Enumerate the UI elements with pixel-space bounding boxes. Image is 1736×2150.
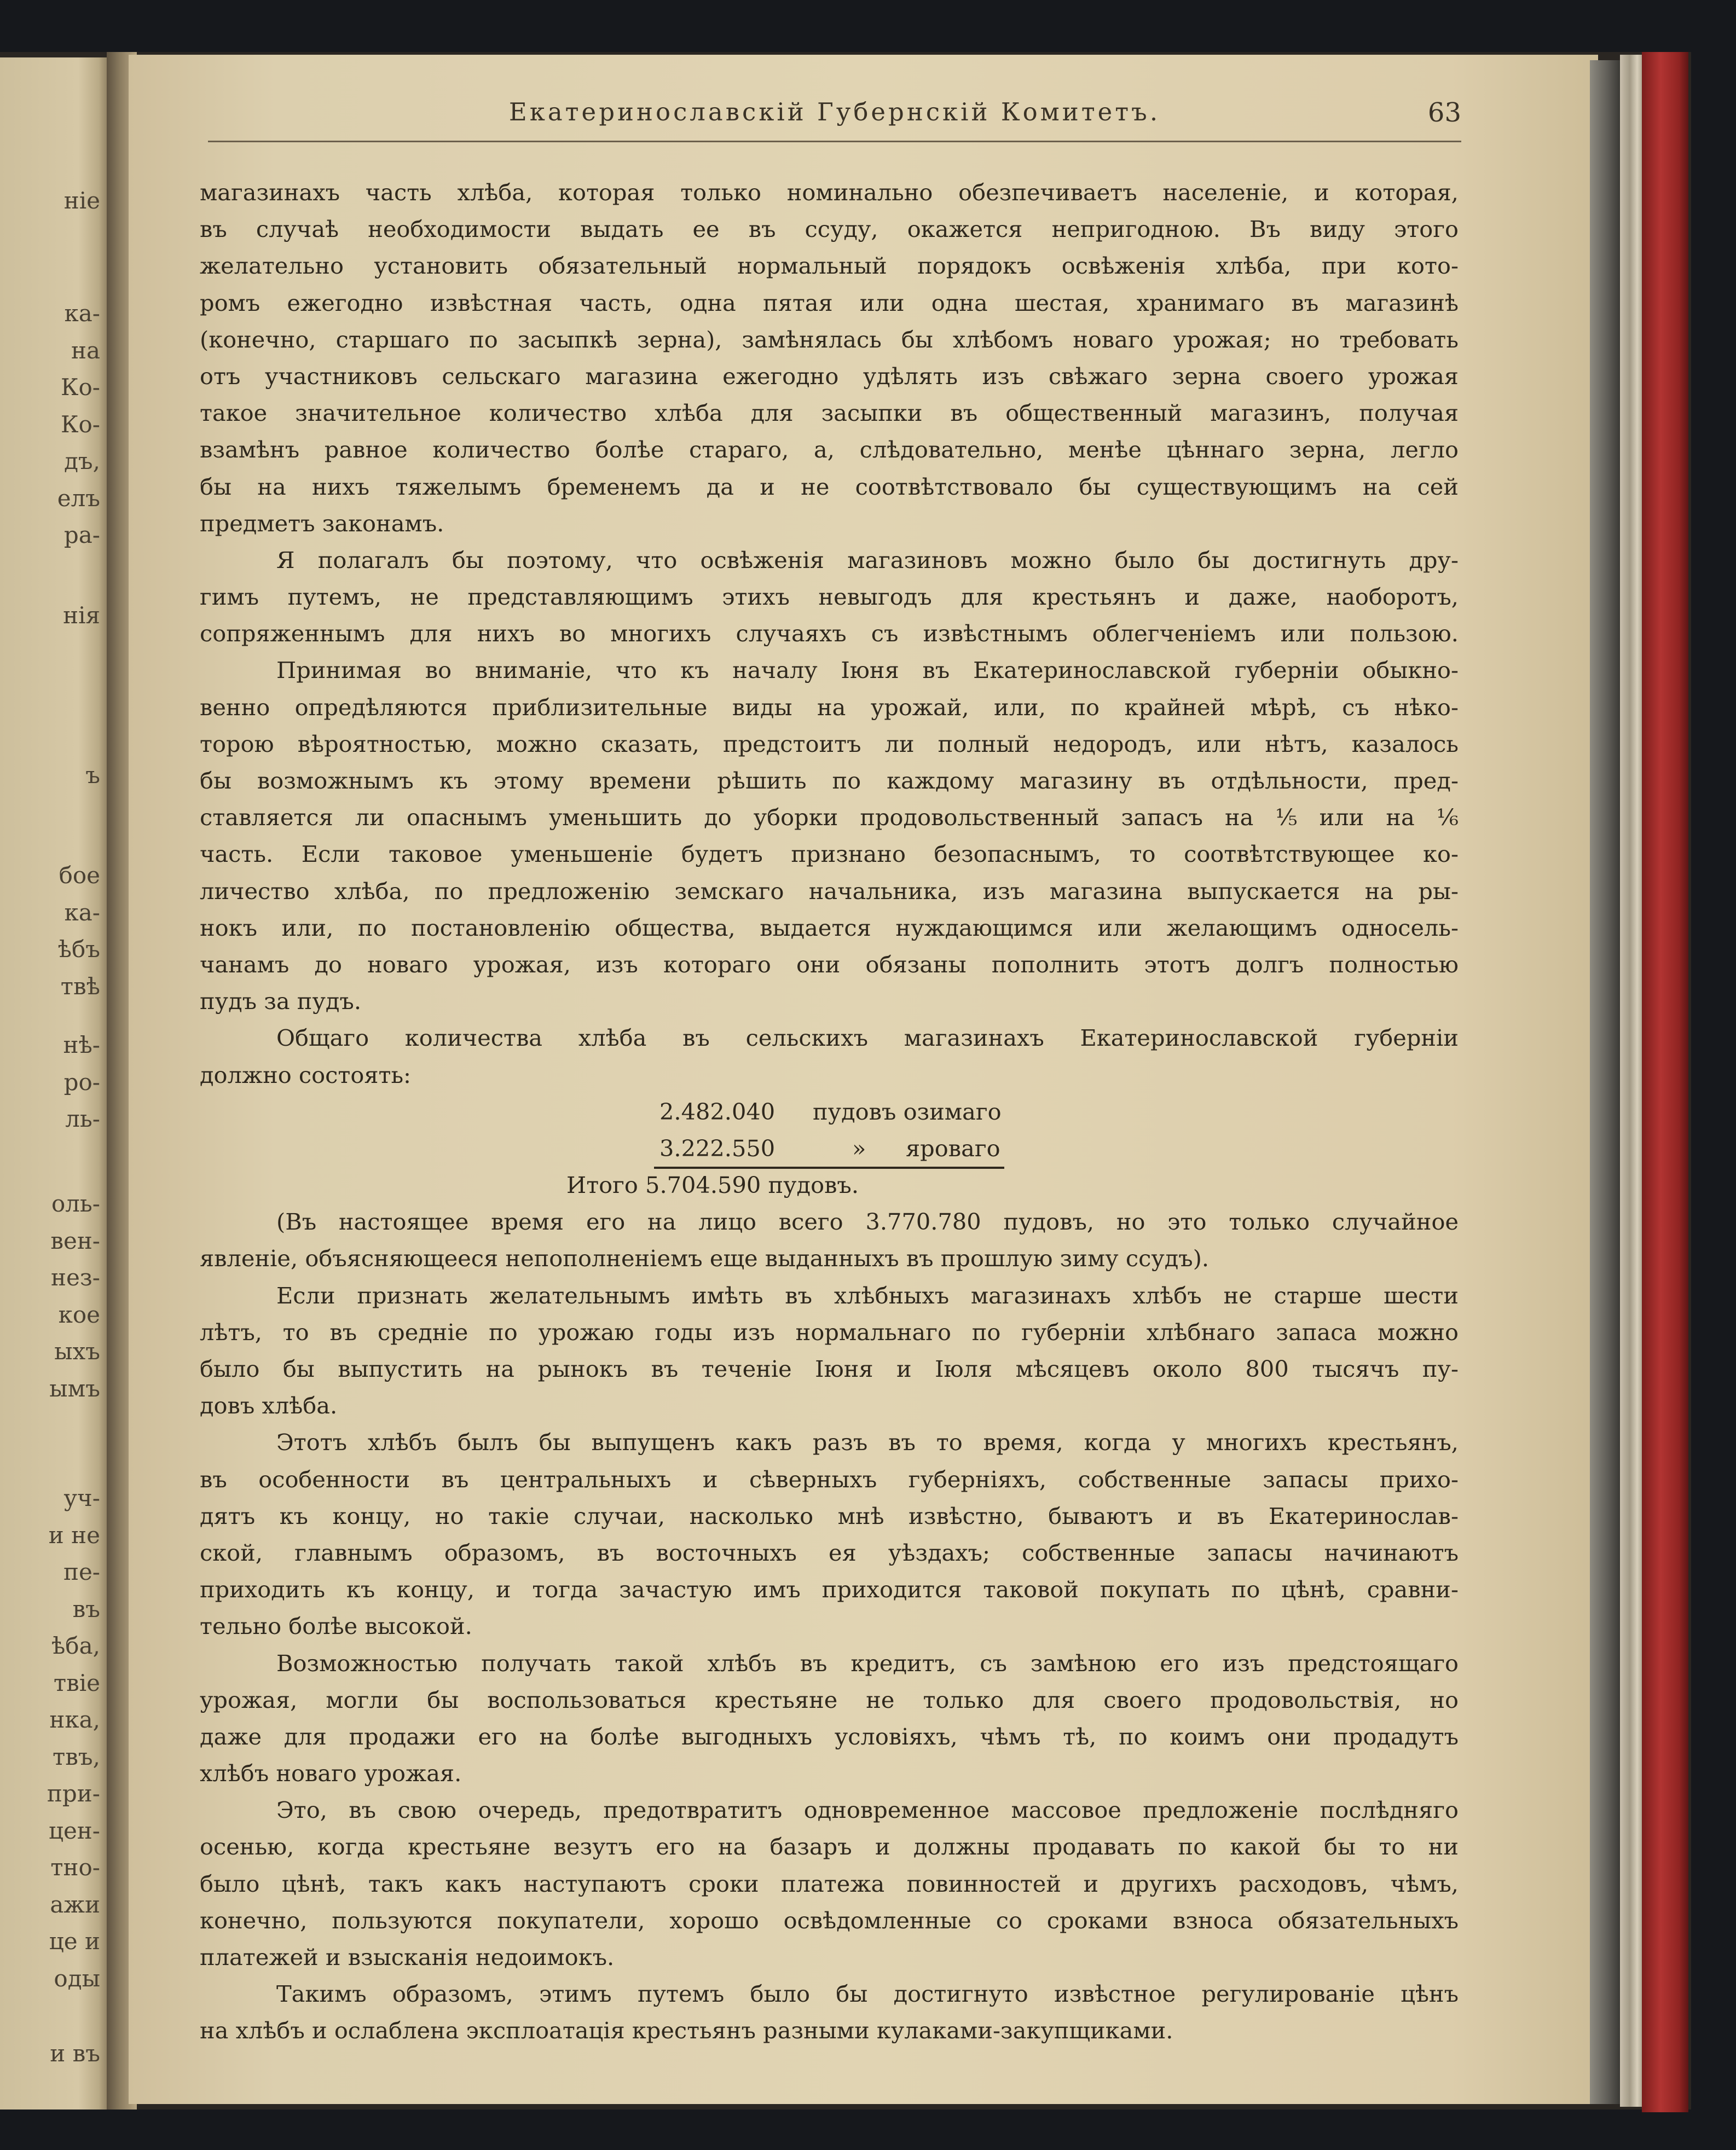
text-line: ромъ ежегодно извѣстная часть, одна пятая или одна шестая, хранимаго въ магазинѣ [200,289,1459,316]
text-line: гимъ путемъ, не представляющимъ этихъ невыгодъ для крестьянъ и даже, наоборотъ, [200,583,1459,611]
text-line: чанамъ до новаго урожая, изъ котораго они обязаны пополнить этотъ долгъ полностью [200,951,1459,978]
left-page-line: Ко- [61,411,100,438]
text-line: Этотъ хлѣбъ былъ бы выпущенъ какъ разъ въ то время, когда у многихъ крестьянъ, [276,1429,1459,1456]
text-line: ской, главнымъ образомъ, въ восточныхъ ея уѣздахъ; собственные запасы начинаютъ [200,1539,1459,1566]
text-line: Возможностью получать такой хлѣбъ въ кредитъ, съ замѣною его изъ предстоящаго [276,1649,1459,1677]
left-page-line: цен- [48,1817,100,1844]
page-header [208,97,1461,140]
text-line: Такимъ образомъ, этимъ путемъ было бы достигнуто извѣстное регулированіе цѣнъ [276,1980,1459,2008]
text-line: урожая, могли бы воспользоваться крестьяне не только для своего продовольствія, но [200,1686,1459,1713]
winter-amount: 2.482.040 [659,1098,776,1125]
text-line: Я полагалъ бы поэтому, что освѣженія магазиновъ можно было бы достигнуть дру- [276,546,1459,573]
left-page-line: це и [49,1928,100,1955]
text-line: личество хлѣба, по предложенію земскаго начальника, изъ магазина выпускается на ры- [200,877,1459,905]
ditto-mark: » [852,1134,866,1162]
text-line: бы на нихъ тяжелымъ бременемъ да и не соотвѣтствовало бы существующимъ на сей [200,473,1459,500]
header-rule [208,141,1461,142]
left-page-line: ка- [64,899,100,926]
text-line: приходить къ концу, и тогда зачастую имъ приходится таковой покупать по цѣнѣ, сравни- [200,1576,1459,1603]
page-edge-shadow [1590,60,1620,2104]
text-line: сопряженнымъ для нихъ во многихъ случаяхъ съ извѣстнымъ облегченіемъ или пользою. [200,620,1459,647]
left-page-line: кое [58,1301,100,1328]
spring-amount: 3.222.550 [659,1134,776,1162]
text-line: дятъ къ концу, но такіе случаи, насколько мнѣ извѣстно, бываютъ и въ Екатеринослав- [200,1502,1459,1529]
left-page-line: нѣ- [63,1031,100,1058]
text-line: бы возможнымъ къ этому времени рѣшить по каждому магазину въ отдѣльности, пред- [200,767,1459,794]
left-page-line: ро- [63,1069,100,1096]
quantity-row-winter [200,1093,1459,1130]
left-page-line: ль- [65,1105,100,1132]
text-line: ставляется ли опаснымъ уменьшить до уборки продовольственный запасъ на ⅕ или на ⅙ [200,804,1459,831]
left-page-line: ѣба, [51,1632,100,1659]
text-line: Принимая во вниманіе, что къ началу Іюня въ Екатеринославской губерніи обыкно- [276,657,1459,684]
text-line: отъ участниковъ сельскаго магазина ежегодно удѣлять изъ свѣжаго зерна своего урожая [200,362,1459,390]
text-line: должно состоять: [200,1061,412,1088]
red-book-cover [1642,52,1688,2112]
left-page-line: ажи [50,1891,100,1918]
body-text [200,174,1459,2049]
text-line: тельно болѣе высокой. [200,1613,472,1640]
left-page-line: въ [72,1596,100,1622]
winter-label: пудовъ озимаго [813,1098,1002,1125]
text-line: явленіе, объясняющееся непополненіемъ еще выданныхъ въ прошлую зиму ссудъ). [200,1245,1210,1272]
quantity-row-spring [200,1130,1459,1167]
left-page-line: на [71,337,100,364]
left-page-line: при- [47,1780,100,1807]
text-line: лѣтъ, то въ средніе по урожаю годы изъ нормальнаго по губерніи хлѣбнаго запаса можно [200,1318,1459,1346]
left-page-line: нія [63,602,100,629]
text-line: конечно, пользуются покупатели, хорошо освѣдомленные со сроками взноса обязательныхъ [200,1906,1459,1934]
text-line: было бы выпустить на рынокъ въ теченіе Іюня и Іюля мѣсяцевъ около 800 тысячъ пу- [200,1355,1459,1382]
page-number: 63 [1427,97,1461,128]
page-stack-edge [1620,55,1645,2107]
text-line: осенью, когда крестьяне везутъ его на базаръ и должны продавать по какой бы то ни [200,1833,1459,1861]
text-line: хлѣбъ новаго урожая. [200,1760,462,1787]
left-page-line: ыхъ [54,1338,100,1365]
left-page-line: твъ, [53,1743,100,1770]
left-page-line: бое [59,862,100,889]
left-page-line: оль- [51,1190,100,1217]
text-line: предметъ законамъ. [200,509,444,537]
left-page-line: елъ [57,485,100,512]
left-page-line: оды [54,1965,100,1992]
left-page-line: ымъ [49,1375,100,1402]
text-line: желательно установить обязательный нормальный порядокъ освѣженія хлѣба, при кото- [200,252,1459,280]
text-line: Это, въ свою очередь, предотвратитъ одновременное массовое предложеніе послѣдняго [276,1797,1459,1824]
text-line: торою вѣроятностью, можно сказать, предстоитъ ли полный недородъ, или нѣтъ, казалось [200,730,1459,757]
text-line: Общаго количества хлѣба въ сельскихъ магазинахъ Екатеринославской губерніи [276,1024,1459,1052]
left-page-line: твѣ [60,973,100,1000]
spring-label: яроваго [906,1134,1000,1162]
left-page-line: нез- [51,1264,100,1291]
text-line: было цѣнѣ, такъ какъ наступаютъ сроки платежа повинностей и другихъ расходовъ, чѣмъ, [200,1870,1459,1897]
total-line: Итого 5.704.590 пудовъ. [566,1172,859,1199]
left-page-line: ѣбъ [57,936,100,963]
text-line: магазинахъ часть хлѣба, которая только номинально обезпечиваетъ населеніе, и которая, [200,179,1459,206]
text-line: венно опредѣляются приблизительные виды на урожай, или, по крайней мѣрѣ, съ нѣко- [200,693,1459,721]
left-page-line: Ко- [61,374,100,401]
text-line: довъ хлѣба. [200,1392,338,1419]
left-page-line: пе- [63,1558,100,1585]
left-page-line: твіе [53,1670,100,1696]
text-line: часть. Если таковое уменьшеніе будетъ признано безопаснымъ, то соотвѣтствующее ко- [200,841,1459,868]
text-line: въ случаѣ необходимости выдать ее въ ссуду, окажется непригодною. Въ виду этого [200,216,1459,243]
left-page-line: вен- [50,1227,100,1254]
text-line: Если признать желательнымъ имѣть въ хлѣбныхъ магазинахъ хлѣбъ не старше шести [276,1282,1459,1309]
text-line: пудъ за пудъ. [200,988,362,1015]
left-page-line: ъ [85,762,100,789]
text-line: платежей и взысканія недоимокъ. [200,1944,615,1971]
text-line: нокъ или, по постановленію общества, выдается нуждающимся или желающимъ односель- [200,914,1459,941]
left-page-line: ра- [63,521,100,548]
left-page-line: ніе [63,187,100,214]
text-line: въ особенности въ центральныхъ и сѣверныхъ губерніяхъ, собственные запасы прихо- [200,1465,1459,1493]
text-line: на хлѣбъ и ослаблена эксплоатація крестьянъ разными кулаками-закупщиками. [200,2017,1173,2044]
text-line: даже для продажи его на болѣе выгодныхъ условіяхъ, чѣмъ тѣ, по коимъ они продадутъ [200,1723,1459,1750]
left-page-line: нка, [49,1706,100,1733]
left-page-line: ка- [64,300,100,327]
left-page-line: уч- [63,1485,100,1511]
left-page-line: тно- [50,1854,100,1881]
quantity-row-total [200,1167,1459,1203]
running-head: Екатеринославскій Губернскій Комитетъ. [508,97,1161,126]
text-line: такое значительное количество хлѣба для засыпки въ общественный магазинъ, получая [200,399,1459,427]
left-page-line: и въ [50,2040,100,2067]
left-page-line: и не [48,1522,100,1549]
text-line: (Въ настоящее время его на лицо всего 3.770.780 пудовъ, но это только случайное [276,1208,1459,1236]
text-line: (конечно, старшаго по засыпкѣ зерна), замѣнялась бы хлѣбомъ новаго урожая; но требовать [200,326,1459,353]
text-line: взамѣнъ равное количество болѣе стараго, а, слѣдовательно, менѣе цѣннаго зерна, легло [200,436,1459,463]
left-page-fragment [0,57,112,2110]
left-page-line: дъ, [64,448,100,474]
